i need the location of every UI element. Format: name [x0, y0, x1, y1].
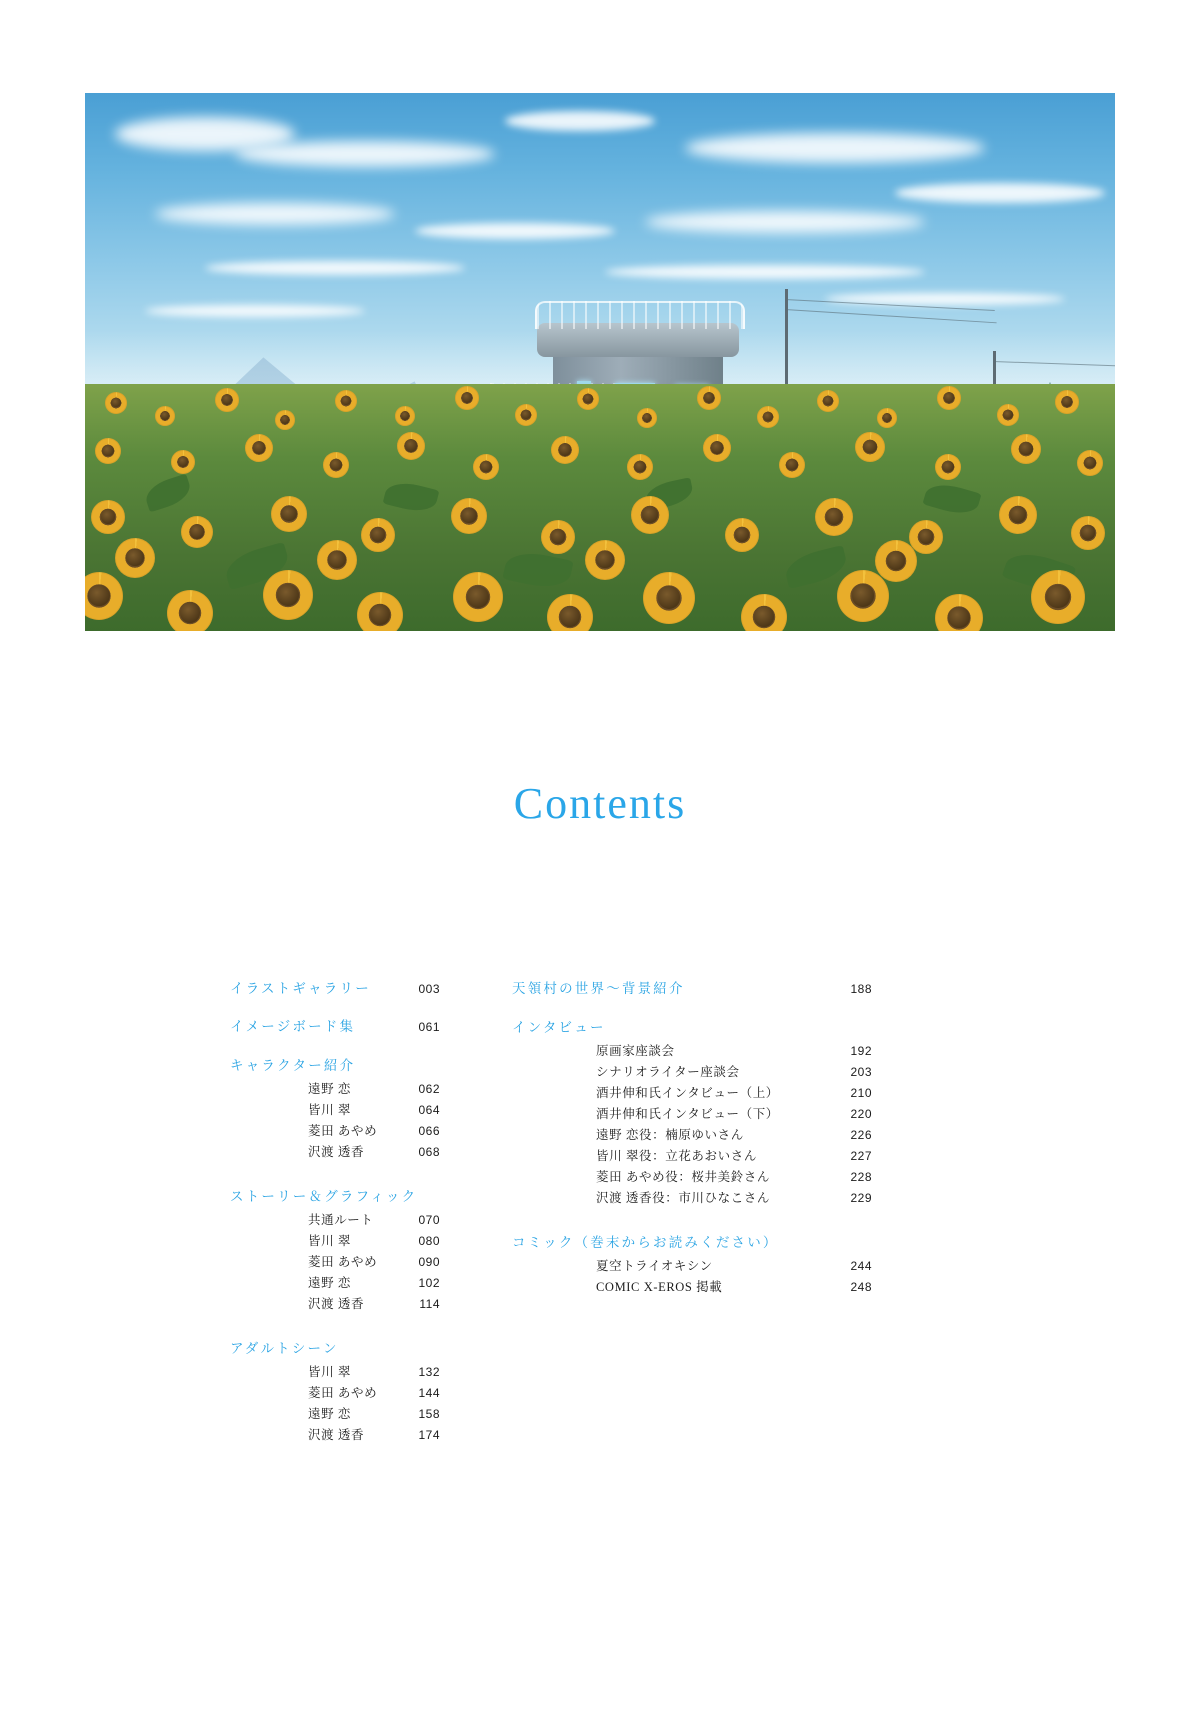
toc-entry[interactable]	[230, 1404, 440, 1425]
spacer	[512, 1213, 872, 1231]
toc-entry[interactable]	[230, 1273, 440, 1294]
table-of-contents	[0, 978, 1200, 1498]
toc-section-link[interactable]	[230, 978, 440, 1000]
toc-entry[interactable]	[512, 1104, 872, 1125]
cloud	[605, 265, 925, 279]
spacer	[230, 1043, 440, 1054]
toc-page-number: 220	[850, 1107, 872, 1121]
toc-entry-label: 遠野 恋	[308, 1407, 352, 1421]
cloud	[205, 261, 465, 275]
toc-entry-label: COMIC X-EROS 掲載	[596, 1280, 723, 1294]
toc-entry[interactable]	[512, 1277, 872, 1298]
toc-entry[interactable]	[230, 1079, 440, 1100]
spacer	[230, 1450, 440, 1468]
toc-entry[interactable]	[230, 1383, 440, 1404]
toc-entry-label: 沢渡 透香	[308, 1428, 365, 1442]
toc-entry-label: 皆川 翠役：立花あおいさん	[596, 1149, 757, 1163]
toc-page-number: 066	[418, 1124, 440, 1138]
toc-entry[interactable]	[512, 1188, 872, 1209]
toc-entry-label: 菱田 あやめ	[308, 1124, 378, 1138]
toc-group-heading[interactable]: コミック（巻末からお読みください）	[512, 1235, 779, 1250]
toc-entry-label: 皆川 翠	[308, 1234, 352, 1248]
toc-group-heading[interactable]: ストーリー＆グラフィック	[230, 1189, 418, 1204]
toc-entry[interactable]	[512, 1256, 872, 1277]
toc-page-number: 229	[850, 1191, 872, 1205]
toc-page-number: 061	[418, 1020, 440, 1034]
toc-entry-label: 菱田 あやめ	[308, 1255, 378, 1269]
toc-entry[interactable]	[230, 1231, 440, 1252]
toc-section-label: 天領村の世界～背景紹介	[512, 981, 685, 996]
toc-entry-label: 沢渡 透香役：市川ひなこさん	[596, 1191, 771, 1205]
toc-page-number: 080	[418, 1234, 440, 1248]
toc-entry-label: 菱田 あやめ	[308, 1386, 378, 1400]
toc-entry[interactable]	[230, 1121, 440, 1142]
spacer	[230, 1005, 440, 1016]
toc-entry[interactable]	[230, 1100, 440, 1121]
toc-entry[interactable]	[230, 1252, 440, 1273]
toc-page-number: 174	[418, 1428, 440, 1442]
toc-entry-label: 沢渡 透香	[308, 1145, 365, 1159]
toc-entry-label: シナリオライター座談会	[596, 1065, 740, 1079]
toc-page-number: 090	[418, 1255, 440, 1269]
cloud	[505, 111, 655, 131]
spacer	[230, 1167, 440, 1185]
toc-entry[interactable]	[512, 1041, 872, 1062]
hero-illustration	[85, 93, 1115, 631]
cloud	[685, 133, 985, 163]
toc-group	[512, 1231, 872, 1298]
toc-group-heading[interactable]: アダルトシーン	[230, 1341, 339, 1356]
spacer	[512, 1302, 872, 1320]
toc-entry[interactable]	[230, 1425, 440, 1446]
toc-entry[interactable]	[512, 1062, 872, 1083]
toc-entry[interactable]	[230, 1294, 440, 1315]
sunflower-field	[85, 384, 1115, 631]
toc-entry-label: 酒井伸和氏インタビュー（下）	[596, 1107, 779, 1121]
toc-entry-label: 皆川 翠	[308, 1103, 352, 1117]
toc-page-number: 158	[418, 1407, 440, 1421]
toc-column-left	[230, 978, 440, 1468]
toc-section-label: イラストギャラリー	[230, 981, 371, 996]
toc-entry-label: 菱田 あやめ役：桜井美鈴さん	[596, 1170, 771, 1184]
toc-page-number: 070	[418, 1213, 440, 1227]
toc-section-link[interactable]	[512, 978, 872, 1000]
observatory-railing	[535, 301, 745, 329]
toc-entry[interactable]	[230, 1362, 440, 1383]
toc-group	[230, 1337, 440, 1446]
toc-page-number: 062	[418, 1082, 440, 1096]
toc-group-heading[interactable]: キャラクター紹介	[230, 1058, 356, 1073]
cloud	[415, 223, 615, 239]
toc-page-number: 226	[850, 1128, 872, 1142]
toc-entry-label: 原画家座談会	[596, 1044, 675, 1058]
spacer	[230, 1319, 440, 1337]
toc-group	[512, 1016, 872, 1209]
cloud	[895, 183, 1105, 203]
toc-entry[interactable]	[512, 1083, 872, 1104]
cloud	[145, 305, 365, 317]
toc-entry-label: 酒井伸和氏インタビュー（上）	[596, 1086, 779, 1100]
toc-page-number: 227	[850, 1149, 872, 1163]
toc-entry[interactable]	[512, 1167, 872, 1188]
toc-page-number: 102	[418, 1276, 440, 1290]
toc-entry-label: 遠野 恋	[308, 1082, 352, 1096]
toc-page-number: 144	[418, 1386, 440, 1400]
toc-page-number: 114	[419, 1297, 440, 1311]
toc-column-right	[512, 978, 872, 1320]
toc-page-number: 210	[850, 1086, 872, 1100]
toc-page-number: 248	[850, 1280, 872, 1294]
toc-page-number: 132	[418, 1365, 440, 1379]
toc-entry-label: 夏空トライオキシン	[596, 1259, 713, 1273]
toc-page-number: 228	[850, 1170, 872, 1184]
toc-entry-label: 遠野 恋役：楠原ゆいさん	[596, 1128, 744, 1142]
toc-entry[interactable]	[512, 1146, 872, 1167]
toc-page-number: 188	[850, 982, 872, 996]
cloud	[155, 203, 395, 225]
toc-entry[interactable]	[230, 1142, 440, 1163]
toc-entry-label: 遠野 恋	[308, 1276, 352, 1290]
toc-group	[230, 1185, 440, 1315]
toc-page-number: 203	[850, 1065, 872, 1079]
toc-group	[230, 1054, 440, 1163]
toc-entry-label: 皆川 翠	[308, 1365, 352, 1379]
toc-page-number: 192	[850, 1044, 872, 1058]
toc-page-number: 068	[418, 1145, 440, 1159]
toc-group-heading[interactable]: インタビュー	[512, 1020, 606, 1035]
toc-page-number: 244	[850, 1259, 872, 1273]
cloud	[645, 211, 925, 233]
toc-section-label: イメージボード集	[230, 1019, 356, 1034]
toc-section-link[interactable]	[230, 1016, 440, 1038]
toc-entry[interactable]	[230, 1210, 440, 1231]
toc-page-number: 003	[418, 982, 440, 996]
toc-page-number: 064	[418, 1103, 440, 1117]
toc-entry-label: 沢渡 透香	[308, 1297, 365, 1311]
spacer	[512, 1005, 872, 1016]
toc-entry-label: 共通ルート	[308, 1213, 374, 1227]
toc-entry[interactable]	[512, 1125, 872, 1146]
cloud	[235, 141, 495, 167]
page-title: Contents	[513, 779, 687, 828]
